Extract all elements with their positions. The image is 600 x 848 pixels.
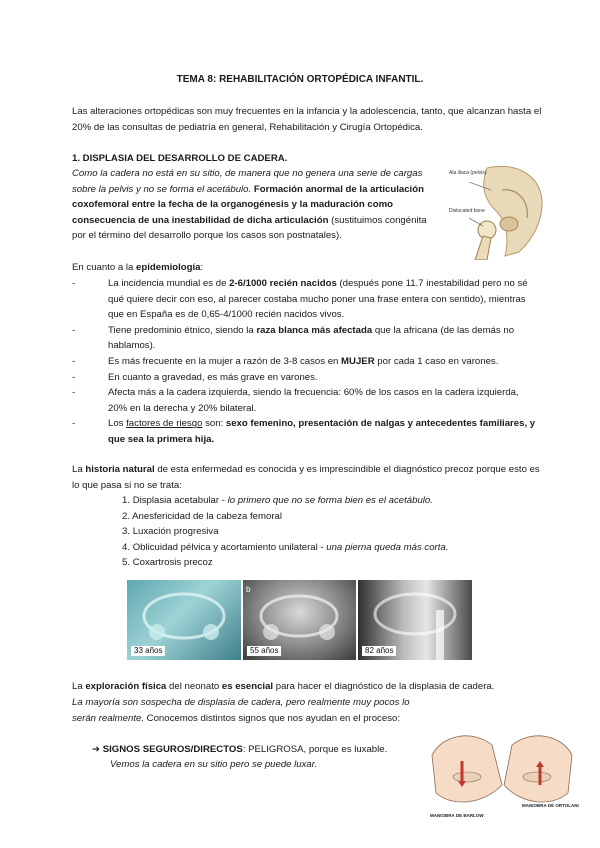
epi-intro: En cuanto a la epidemiología: bbox=[72, 262, 204, 273]
maneuver-image bbox=[422, 715, 582, 827]
exploration-paragraph-line1: La exploración física del neonato es esencial para hacer el diagnóstico de la displasia de cadera. bbox=[72, 681, 495, 692]
list-item: 3. Luxación progresiva bbox=[122, 526, 219, 538]
list-item: - Los factores de riesgo son: sexo femenino, presentación de nalgas y antecedentes familiares, y que sea la primera hija. bbox=[72, 416, 540, 447]
history-list bbox=[108, 493, 448, 571]
xray-age-label: 33 años bbox=[131, 646, 165, 656]
list-item: - En cuanto a gravedad, es más grave en varones. bbox=[72, 370, 540, 386]
list-item: - Es más frecuente en la mujer a razón de 3-8 casos en MUJER por cada 1 caso en varones. bbox=[72, 354, 540, 370]
hip-label-bottom: Dislocated bone bbox=[449, 208, 485, 214]
xray-strip bbox=[127, 580, 472, 660]
history-paragraph: La historia natural de esta enfermedad es conocida y es imprescindible el diagnóstico precoz porque esto es lo que pasa si no se trata: bbox=[72, 464, 540, 491]
list-item: - Tiene predominio étnico, siendo la raza blanca más afectada que la africana (de las demás no hablamos). bbox=[72, 323, 540, 354]
list-item: - Afecta más a la cadera izquierda, siendo la frecuencia: 60% de los casos en la cadera izquierda, 20% en la derecha y 20% bilateral. bbox=[72, 385, 540, 416]
hip-dysplasia-image bbox=[447, 160, 545, 260]
section1-bold: Formación anormal de la articulación coxofemoral entre la fecha de la organogénesis y la maduración como consecuencia de una inestabilidad de dicha articulación bbox=[72, 183, 424, 226]
xray-panel-tag: b bbox=[246, 585, 251, 594]
section1-italic: Como la cadera no está en su sitio, de manera que no genera una serie de cargas sobre la pelvis y no se forma el acetábulo. bbox=[72, 168, 423, 195]
arrow-icon: ➔ bbox=[92, 744, 101, 755]
barlow-label: MANIOBRA DE BARLOW bbox=[430, 813, 484, 818]
list-item: 2. Anesfericidad de la cabeza femoral bbox=[122, 510, 283, 522]
exploration-paragraph-rest: La mayoría son sospecha de displasia de cadera, pero realmente muy pocos lo serán realmente. Conocemos distintos signos que nos ayudan en el proceso: bbox=[72, 697, 410, 724]
page-title: TEMA 8: REHABILITACIÓN ORTOPÉDICA INFANTIL. bbox=[176, 74, 424, 85]
list-item: - La incidencia mundial es de 2-6/1000 recién nacidos (después pone 11.7 inestabilidad pero no sé qué quiere decir con eso, al parecer costaba mucho poner una frase entera con sentido), mientras que en España es de 0,65-4/1000 recién nacidos vivos. bbox=[72, 276, 540, 323]
section1-paragraph bbox=[72, 166, 437, 244]
section-heading: 1. DISPLASIA DEL DESARROLLO DE CADERA. bbox=[72, 153, 288, 164]
xray-image bbox=[127, 580, 241, 660]
intro-paragraph: Las alteraciones ortopédicas son muy frecuentes en la infancia y la adolescencia, tanto, que alcanzan hasta el 20% de las consultas de pediatría en general, Rehabilitación y Cirugía Ortopédica. bbox=[72, 106, 542, 133]
xray-age-label: 55 años bbox=[247, 646, 281, 656]
section1-rest: (sustituimos congénita por el término del desarrollo porque los casos son postnatales). bbox=[72, 214, 427, 242]
ortolani-label: MANIOBRA DE ORTOLANI bbox=[522, 803, 579, 808]
xray-age-label: 82 años bbox=[362, 646, 396, 656]
signos-note: Vemos la cadera en su sitio pero se puede luxar. bbox=[110, 759, 318, 770]
list-item: 4. Oblicuidad pélvica y acortamiento unilateral - una pierna queda más corta. bbox=[122, 541, 449, 553]
xray-image bbox=[243, 580, 356, 660]
epidemiology-list bbox=[72, 276, 540, 448]
signos-line: ➔ SIGNOS SEGUROS/DIRECTOS: PELIGROSA, porque es luxable. bbox=[92, 744, 388, 755]
list-item: 1. Displasia acetabular - lo primero que no se forma bien es el acetábulo. bbox=[122, 495, 433, 506]
list-item: 5. Coxartrosis precoz bbox=[122, 557, 213, 569]
hip-label-top: Ala iliaca (pelvis) bbox=[449, 170, 487, 176]
xray-image bbox=[358, 580, 472, 660]
